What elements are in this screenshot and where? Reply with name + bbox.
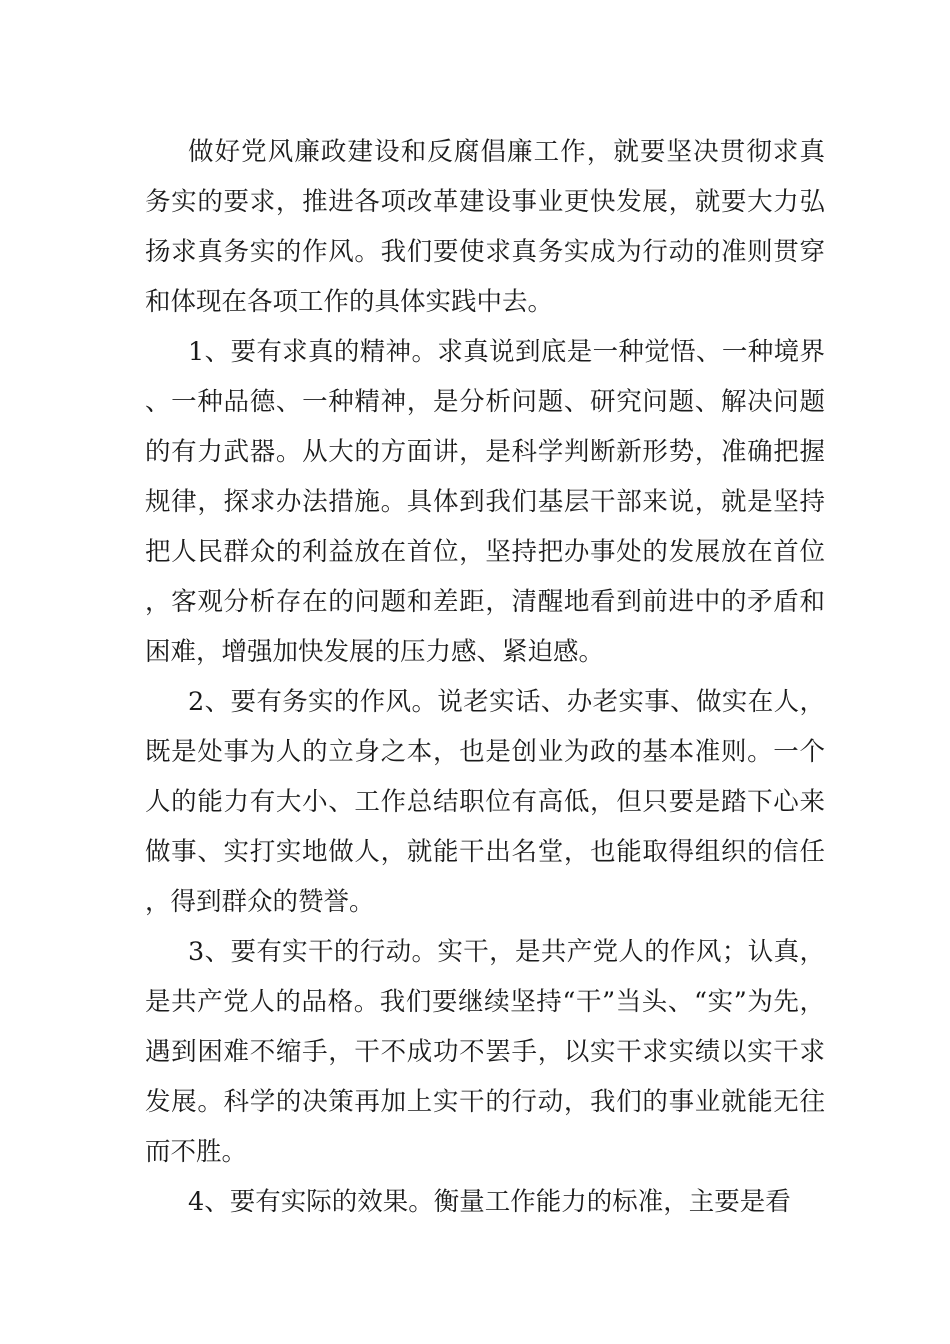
paragraph-point-3: 3、要有实干的行动。实干，是共产党人的作风；认真，是共产党人的品格。我们要继续坚持“干”当头、“实”为先，遇到困难不缩手，干不成功不罢手，以实干求实绩以实干求发展。科学的决策再加上实干的行动，我们的事业就能无往而不胜。 (145, 937, 825, 1167)
body-text (145, 127, 825, 1227)
paragraph-point-4: 4、要有实际的效果。衡量工作能力的标准，主要是看 (188, 1187, 791, 1217)
paragraph-point-2: 2、要有务实的作风。说老实话、办老实事、做实在人，既是处事为人的立身之本，也是创业为政的基本准则。一个人的能力有大小、工作总结职位有高低，但只要是踏下心来做事、实打实地做人，就能干出名堂，也能取得组织的信任，得到群众的赞誉。 (145, 687, 825, 917)
paragraph-point-1: 1、要有求真的精神。求真说到底是一种觉悟、一种境界、一种品德、一种精神，是分析问题、研究问题、解决问题的有力武器。从大的方面讲，是科学判断新形势，准确把握规律，探求办法措施。具体到我们基层干部来说，就是坚持把人民群众的利益放在首位，坚持把办事处的发展放在首位，客观分析存在的问题和差距，清醒地看到前进中的矛盾和困难，增强加快发展的压力感、紧迫感。 (145, 337, 825, 667)
paragraph-intro: 做好党风廉政建设和反腐倡廉工作，就要坚决贯彻求真务实的要求，推进各项改革建设事业更快发展，就要大力弘扬求真务实的作风。我们要使求真务实成为行动的准则贯穿和体现在各项工作的具体实践中去。 (145, 137, 825, 317)
